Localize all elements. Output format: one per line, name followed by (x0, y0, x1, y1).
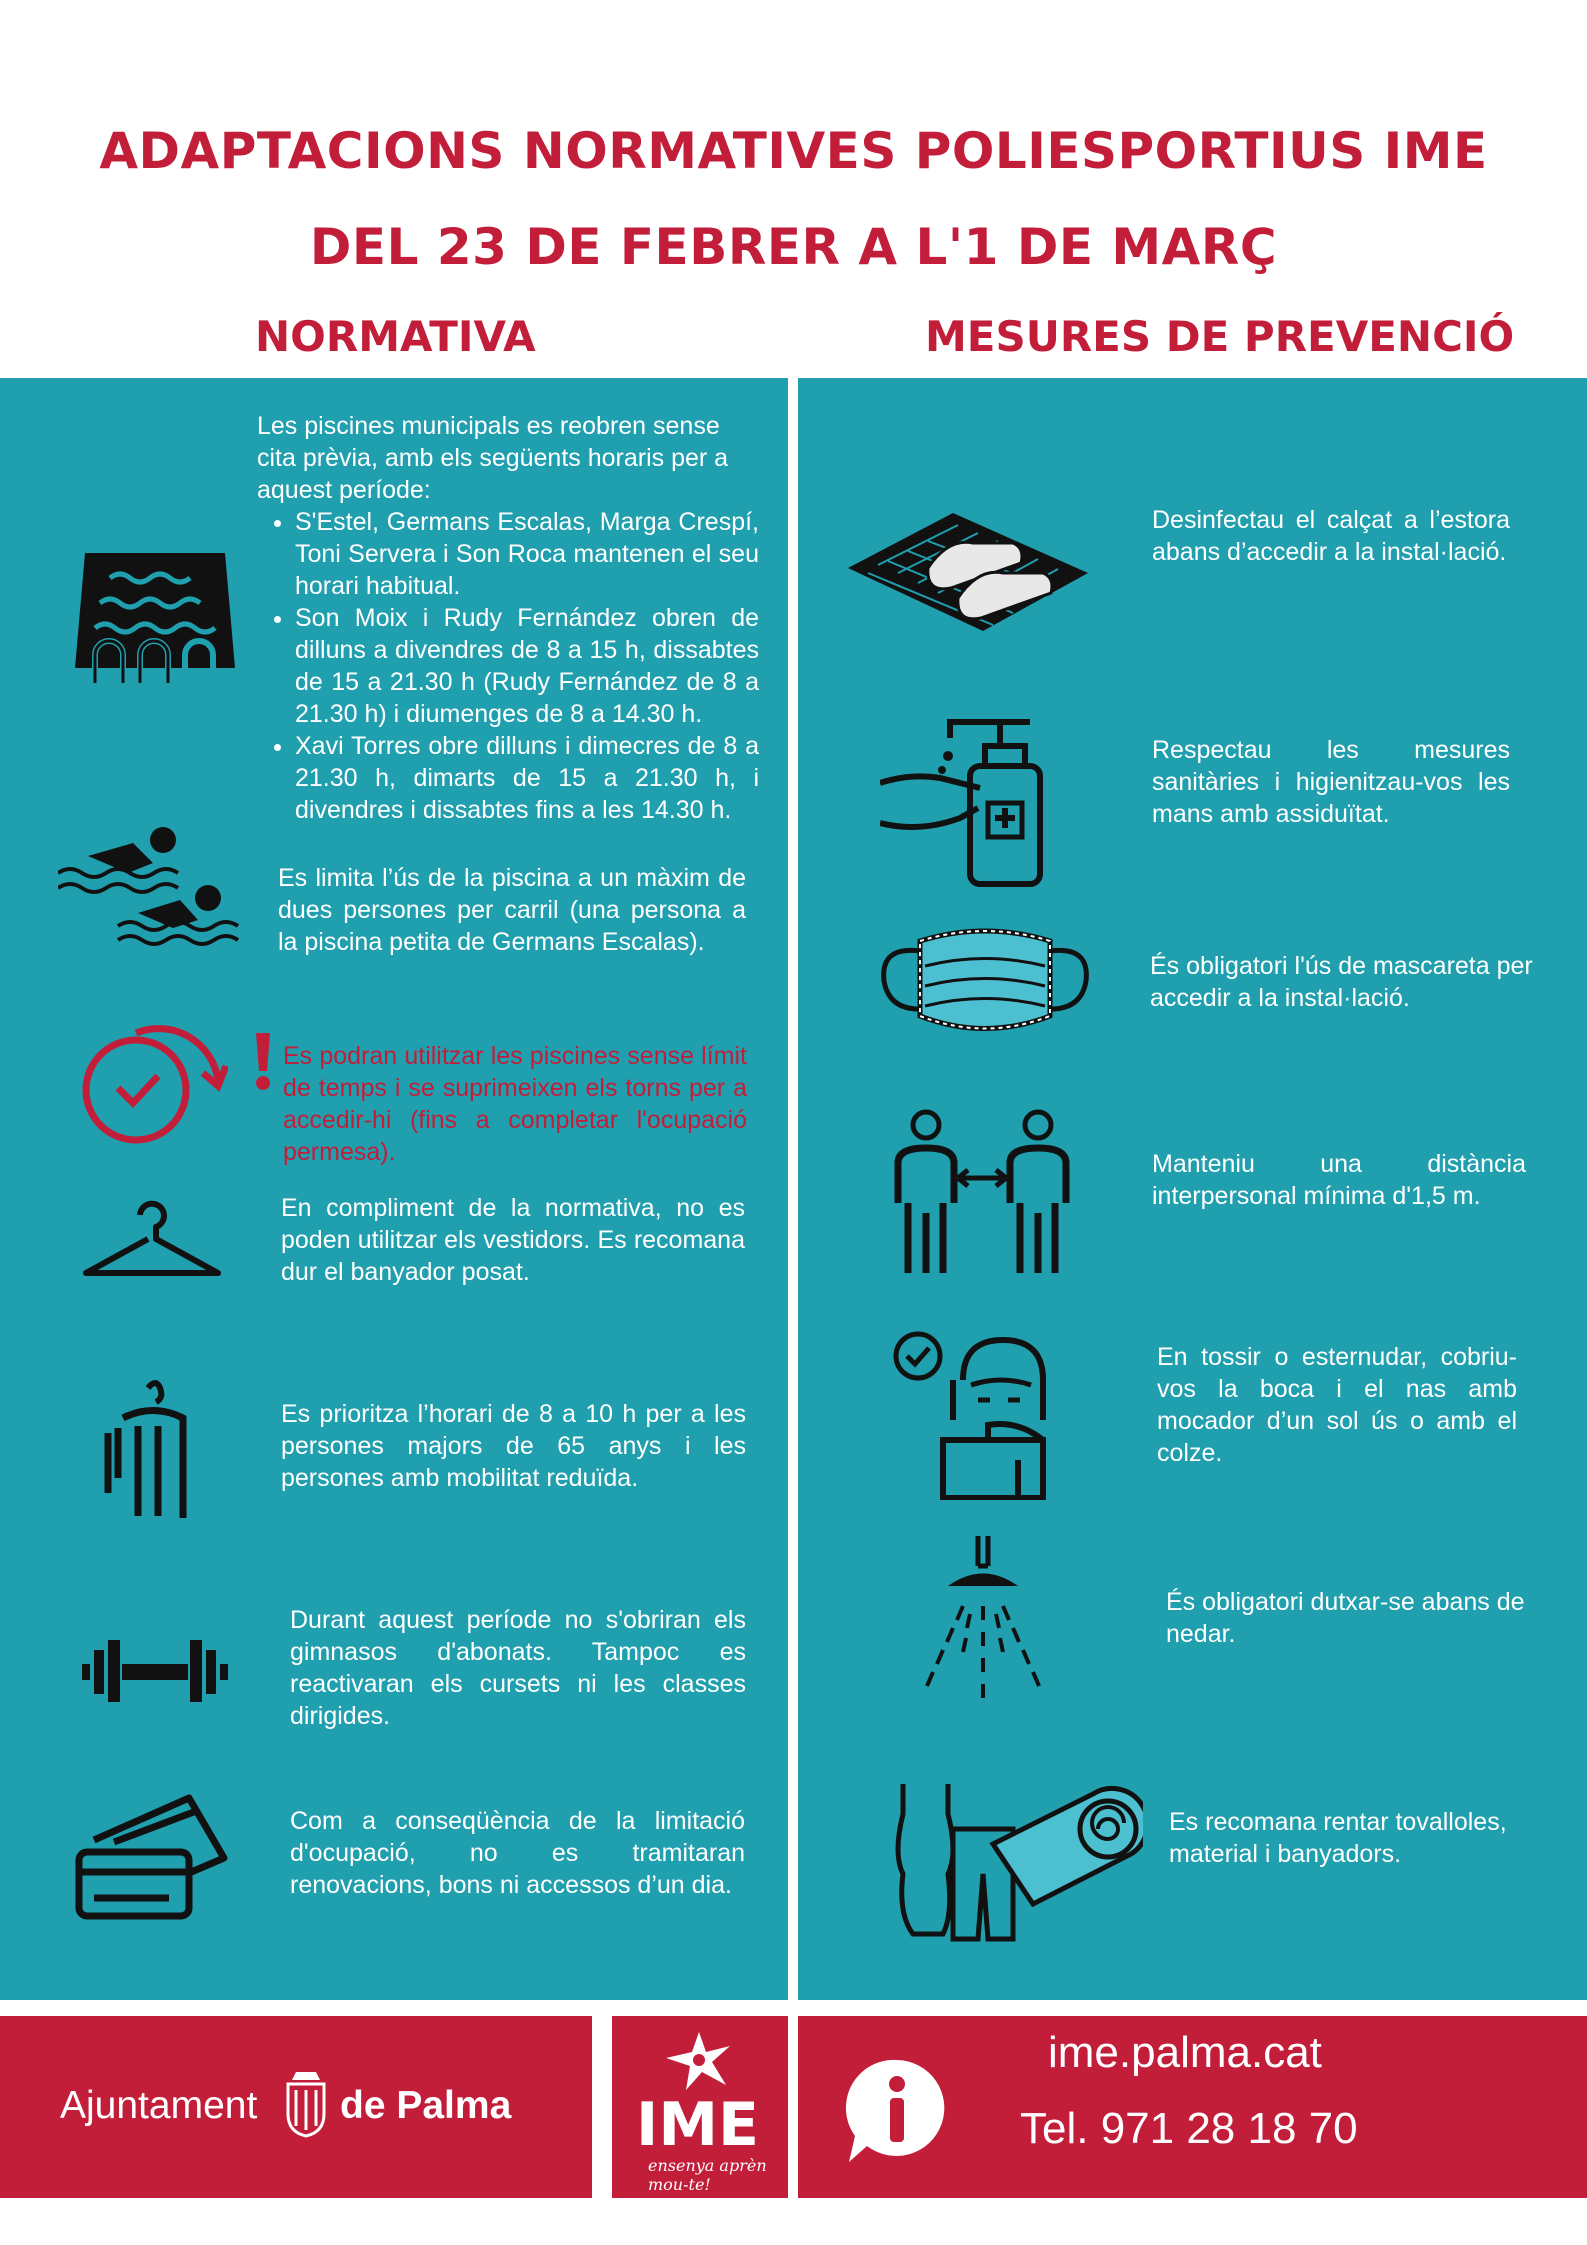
info-icon (844, 2056, 950, 2166)
pools-section (257, 410, 759, 826)
pools-bullet-3: • Xavi Torres obre dilluns i dimecres de 8 a 21.30 h, dimarts de 15 a 21.30 h, i divendres i dissabtes fins a les 14.30 h. (295, 730, 759, 826)
exclamation-icon (252, 1033, 274, 1093)
shoe-mat-icon (843, 513, 1093, 663)
hands-text: Respectau les mesures sanitàries i higienitzau-vos les mans amb assiduïtat. (1152, 736, 1510, 828)
phone-text[interactable]: Tel. 971 28 18 70 (1020, 2104, 1358, 2153)
de-palma-text: de Palma (340, 2084, 512, 2127)
page-title-line2: DEL 23 DE FEBRER A L'1 DE MARÇ (309, 218, 1278, 276)
prevencio-heading: MESURES DE PREVENCIÓ (925, 312, 1515, 361)
hanger-icon (78, 1193, 226, 1293)
page-title-line1: ADAPTACIONS NORMATIVES POLIESPORTIUS IME (99, 122, 1488, 180)
ajuntament-footer (0, 2016, 592, 2198)
no-time-limit-text: Es podran utilitzar les piscines sense límit de temps i se suprimeixen els torns per a accedir-hi (fins a completar l'ocupació permesa). (283, 1042, 747, 1166)
coat-of-arms-icon (284, 2070, 328, 2140)
clothes-towel-icon (893, 1774, 1143, 1949)
card-icon (74, 1790, 230, 1922)
prevencio-panel (798, 378, 1587, 2000)
pools-bullet-1: • S'Estel, Germans Escalas, Marga Crespí, Toni Servera i Son Roca mantenen el seu horari habitual. (295, 506, 759, 602)
seniors-text: Es prioritza l’horari de 8 a 10 h per a les persones majors de 65 anys i les persones amb mobilitat reduïda. (281, 1400, 746, 1492)
ime-logo (612, 2016, 788, 2198)
sneeze-icon (893, 1330, 1063, 1500)
gyms-text: Durant aquest període no s'obriran els gimnasos d'abonats. Tampoc es reactivaran els cursets ni les classes dirigides. (290, 1606, 746, 1730)
website-text[interactable]: ime.palma.cat (1048, 2028, 1322, 2077)
ajuntament-text: Ajuntament (60, 2084, 258, 2127)
shower-icon (908, 1536, 1058, 1706)
changing-rooms-text: En compliment de la normativa, no es poden utilitzar els vestidors. Es recomana dur el banyador posat. (281, 1194, 745, 1286)
pools-bullet-2: • Son Moix i Rudy Fernández obren de dilluns a divendres de 8 a 15 h, dissabtes de 15 a 21.30 h (Rudy Fernández de 8 a 21.30 h) i diumenges de 8 a 14.30 h. (295, 602, 759, 730)
ime-logo-text: IME (636, 2090, 760, 2160)
ime-tagline: ensenya aprèn mou-te! (648, 2156, 767, 2194)
elderly-icon (98, 1368, 208, 1518)
laundry-text: Es recomana rentar tovalloles, material i banyadors. (1169, 1808, 1507, 1868)
cough-text: En tossir o esternudar, cobriu-vos la boca i el nas amb mocador d’un sol ús o amb el colze. (1157, 1343, 1517, 1467)
hand-sanitizer-icon (880, 708, 1070, 888)
dumbbell-icon (82, 1636, 228, 1706)
ime-star-icon (664, 2030, 734, 2092)
shower-text: És obligatori dutxar-se abans de nedar. (1166, 1588, 1525, 1648)
pools-list (257, 506, 759, 826)
contact-footer (798, 2016, 1587, 2198)
pool-icon (70, 543, 240, 693)
shoes-text: Desinfectau el calçat a l’estora abans d’accedir a la instal·lació. (1152, 506, 1510, 566)
normativa-heading: NORMATIVA (255, 312, 536, 361)
distance-text: Manteniu una distància interpersonal mínima d'1,5 m. (1152, 1150, 1526, 1210)
lane-limit-text: Es limita l’ús de la piscina a un màxim de dues persones per carril (una persona a la piscina petita de Germans Escalas). (278, 864, 746, 956)
mask-icon (880, 926, 1090, 1036)
mask-text: És obligatori l'ús de mascareta per accedir a la instal·lació. (1150, 952, 1533, 1012)
timer-icon (78, 1018, 228, 1153)
pools-intro: Les piscines municipals es reobren sense cita prèvia, amb els següents horaris per a aquest període: (257, 412, 729, 504)
distance-icon (888, 1103, 1078, 1283)
swimmer-icon (58, 818, 248, 948)
passes-text: Com a conseqüència de la limitació d'ocupació, no es tramitaran renovacions, bons ni accessos d’un dia. (290, 1807, 745, 1899)
normativa-panel (0, 378, 788, 2000)
